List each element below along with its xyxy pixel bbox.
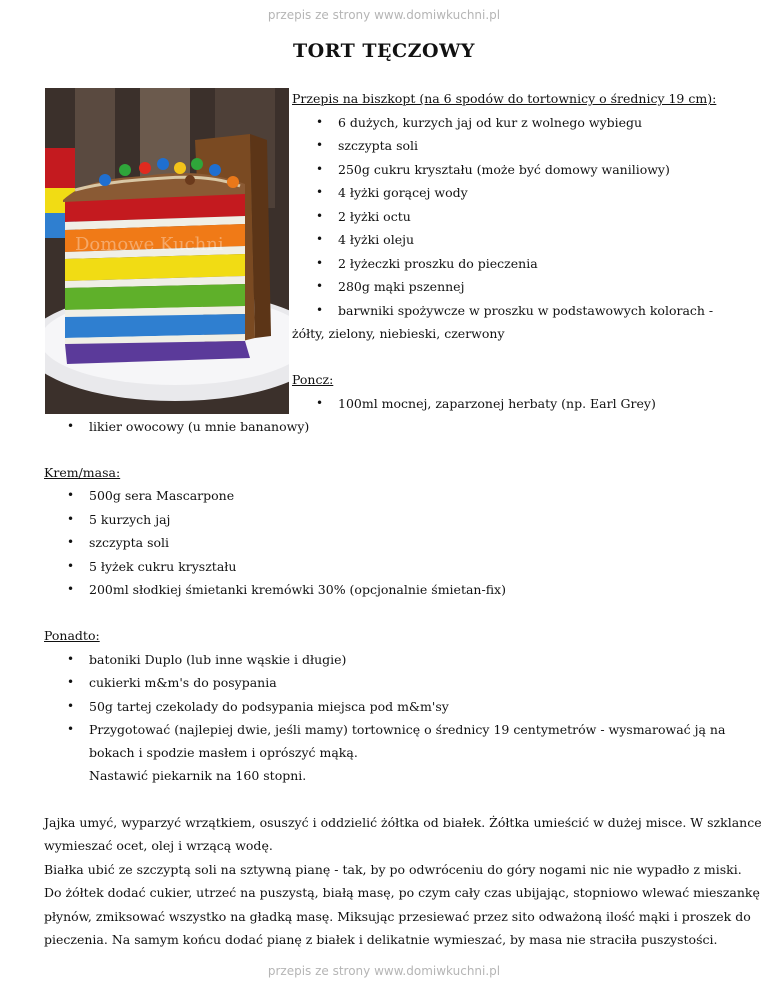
- biszkopt-item: • barwniki spożywcze w proszku w podstawowych kolorach -: [338, 303, 713, 318]
- krem-item: • 5 kurzych jaj: [89, 512, 170, 527]
- biszkopt-item: • 4 łyżki oleju: [338, 232, 414, 247]
- instruction-line: Białka ubić ze szczyptą soli na sztywną pianę - tak, by po odwróceniu do góry nogami nic nie wypadło z miski.: [44, 862, 742, 877]
- biszkopt-item: • 2 łyżeczki proszku do pieczenia: [338, 256, 538, 271]
- biszkopt-item-continuation: żółty, zielony, niebieski, czerwony: [292, 326, 505, 341]
- ponadto-item: • batoniki Duplo (lub inne wąskie i długie): [89, 652, 346, 667]
- ponadto-item: • cukierki m&m's do posypania: [89, 675, 277, 690]
- biszkopt-item: • 2 łyżki octu: [338, 209, 411, 224]
- krem-item: • szczypta soli: [89, 535, 169, 550]
- krem-item: • 5 łyżek cukru kryształu: [89, 559, 236, 574]
- biszkopt-item: • 280g mąki pszennej: [338, 279, 464, 294]
- instruction-line: Do żółtek dodać cukier, utrzeć na puszystą, białą masę, po czym cały czas ubijając, stopniowo wlewać mieszankę: [44, 885, 760, 900]
- biszkopt-item: • 250g cukru kryształu (może być domowy waniliowy): [338, 162, 670, 177]
- instruction-line: pieczenia. Na samym końcu dodać pianę z białek i delikatnie wymieszać, by masa nie straciła puszystości.: [44, 932, 718, 947]
- footer-source-note: przepis ze strony www.domiwkuchni.pl: [267, 964, 501, 978]
- biszkopt-item: • 4 łyżki gorącej wody: [338, 185, 468, 200]
- instruction-line: wymieszać ocet, olej i wrzącą wodę.: [44, 838, 273, 853]
- ponadto-item-continuation: Nastawić piekarnik na 160 stopni.: [89, 768, 307, 783]
- page-title: TORT TĘCZOWY: [293, 40, 475, 62]
- instruction-line: Jajka umyć, wyparzyć wrzątkiem, osuszyć i oddzielić żółtka od białek. Żółtka umieścić w dużej misce. W szklance: [44, 815, 762, 830]
- ponadto-item-continuation: bokach i spodzie masłem i oprószyć mąką.: [89, 745, 358, 760]
- cake-photo: [45, 88, 289, 414]
- poncz-item: • 100ml mocnej, zaparzonej herbaty (np. Earl Grey): [338, 396, 656, 411]
- ponadto-heading: Ponadto:: [44, 628, 100, 643]
- krem-heading: Krem/masa:: [44, 465, 121, 480]
- biszkopt-item: • szczypta soli: [338, 138, 418, 153]
- cake-illustration: [45, 88, 289, 414]
- krem-item: • 200ml słodkiej śmietanki kremówki 30% (opcjonalnie śmietan-fix): [89, 582, 506, 597]
- poncz-heading: Poncz:: [292, 372, 334, 387]
- ponadto-item: • Przygotować (najlepiej dwie, jeśli mamy) tortownicę o średnicy 19 centymetrów - wysmarować ją na: [89, 722, 725, 737]
- instruction-line: płynów, zmiksować wszystko na gładką masę. Miksując przesiewać przez sito odważoną ilość mąki i proszek do: [44, 909, 751, 924]
- biszkopt-item: • 6 dużych, kurzych jaj od kur z wolnego wybiegu: [338, 115, 642, 130]
- biszkopt-heading: Przepis na biszkopt (na 6 spodów do tortownicy o średnicy 19 cm):: [292, 91, 717, 106]
- ponadto-item: • 50g tartej czekolady do podsypania miejsca pod m&m'sy: [89, 699, 449, 714]
- photo-watermark: Domowe Kuchni: [75, 234, 224, 255]
- krem-item: • 500g sera Mascarpone: [89, 488, 234, 503]
- poncz-item: • likier owocowy (u mnie bananowy): [89, 419, 309, 434]
- header-source-note: przepis ze strony www.domiwkuchni.pl: [267, 8, 501, 22]
- cake-layers: [65, 192, 250, 364]
